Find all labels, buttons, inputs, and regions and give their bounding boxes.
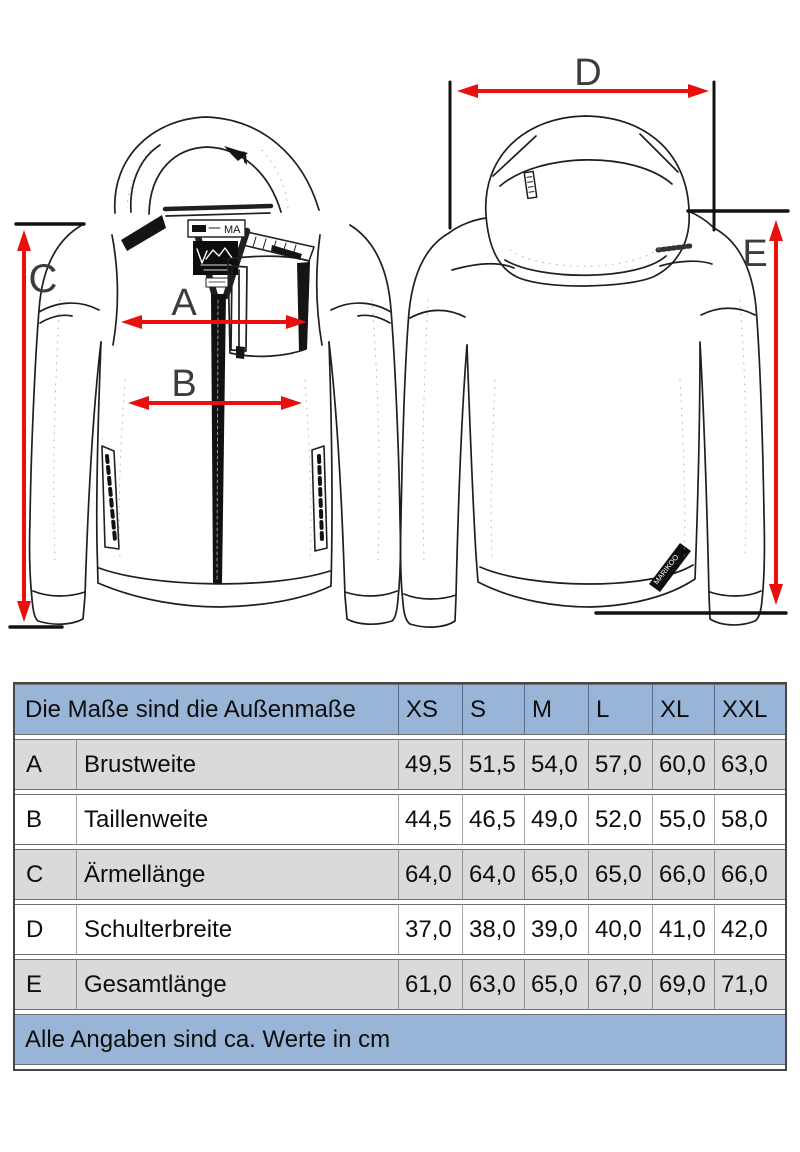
front-collar-bar	[165, 206, 271, 209]
measurement-value: 63,0	[715, 739, 785, 790]
measurement-value: 64,0	[463, 849, 525, 900]
measurement-value: 46,5	[463, 794, 525, 845]
measurement-name: Schulterbreite	[77, 904, 399, 955]
size-table-container	[13, 682, 787, 1071]
measurement-value: 63,0	[463, 959, 525, 1010]
label-b: B	[171, 363, 197, 405]
measurement-letter: E	[15, 959, 77, 1010]
measurement-letter: D	[15, 904, 77, 955]
col-header-xs: XS	[399, 684, 463, 735]
back-hood	[486, 116, 689, 286]
table-header-row	[15, 684, 785, 735]
measurement-value: 65,0	[525, 959, 589, 1010]
front-size-tag	[188, 220, 245, 237]
measurement-value: 69,0	[653, 959, 715, 1010]
jacket-front-sketch	[30, 117, 401, 624]
back-annotations	[450, 52, 788, 613]
table-row-d	[15, 904, 785, 955]
measurement-value: 37,0	[399, 904, 463, 955]
col-header-m: M	[525, 684, 589, 735]
front-right-sleeve	[329, 225, 400, 624]
arrow-e	[769, 220, 783, 605]
front-zipper-band	[211, 294, 226, 584]
back-body	[449, 211, 714, 607]
measurement-value: 51,5	[463, 739, 525, 790]
measurement-value: 39,0	[525, 904, 589, 955]
measurement-value: 65,0	[589, 849, 653, 900]
table-footnote: Alle Angaben sind ca. Werte in cm	[15, 1014, 785, 1065]
measurement-value: 61,0	[399, 959, 463, 1010]
measurement-value: 49,5	[399, 739, 463, 790]
front-hood	[115, 117, 319, 216]
table-row-e	[15, 959, 785, 1010]
back-brand-label-text: MARIKOO	[651, 552, 681, 587]
front-hood-accent	[224, 146, 248, 165]
table-row-a	[15, 739, 785, 790]
label-d: D	[574, 52, 602, 94]
measurement-letter: A	[15, 739, 77, 790]
label-a: A	[171, 282, 197, 324]
measurement-value: 67,0	[589, 959, 653, 1010]
measurement-value: 52,0	[589, 794, 653, 845]
measurement-value: 55,0	[653, 794, 715, 845]
measurement-letter: C	[15, 849, 77, 900]
measurement-value: 58,0	[715, 794, 785, 845]
col-header-xl: XL	[653, 684, 715, 735]
label-e: E	[742, 233, 768, 275]
measurement-value: 66,0	[653, 849, 715, 900]
jacket-back-sketch	[401, 116, 768, 627]
back-right-sleeve	[700, 228, 764, 625]
measurement-value: 38,0	[463, 904, 525, 955]
measurement-value: 44,5	[399, 794, 463, 845]
back-shoulder-shade	[658, 246, 690, 250]
measurement-name: Ärmellänge	[77, 849, 399, 900]
col-header-s: S	[463, 684, 525, 735]
measurement-value: 57,0	[589, 739, 653, 790]
back-left-sleeve	[401, 233, 467, 627]
measurement-name: Taillenweite	[77, 794, 399, 845]
front-chest-pocket	[228, 256, 309, 356]
measurement-value: 66,0	[715, 849, 785, 900]
table-row-c	[15, 849, 785, 900]
col-header-xxl: XXL	[715, 684, 785, 735]
label-c: C	[28, 257, 58, 301]
measurement-name: Brustweite	[77, 739, 399, 790]
table-title: Die Maße sind die Außenmaße	[15, 684, 399, 735]
measurement-value: 41,0	[653, 904, 715, 955]
measurement-value: 60,0	[653, 739, 715, 790]
measurement-value: 64,0	[399, 849, 463, 900]
measurement-value: 42,0	[715, 904, 785, 955]
back-hanger-tag	[524, 171, 537, 198]
table-row-b	[15, 794, 785, 845]
front-size-tag-text: MA	[224, 224, 241, 236]
size-table	[15, 682, 785, 1069]
measurement-name: Gesamtlänge	[77, 959, 399, 1010]
measurement-letter: B	[15, 794, 77, 845]
col-header-l: L	[589, 684, 653, 735]
front-collar-wedge	[121, 215, 166, 251]
measurement-value: 71,0	[715, 959, 785, 1010]
measurement-value: 65,0	[525, 849, 589, 900]
table-footer-row	[15, 1014, 785, 1065]
measurement-value: 49,0	[525, 794, 589, 845]
measurement-value: 54,0	[525, 739, 589, 790]
measurement-value: 40,0	[589, 904, 653, 955]
